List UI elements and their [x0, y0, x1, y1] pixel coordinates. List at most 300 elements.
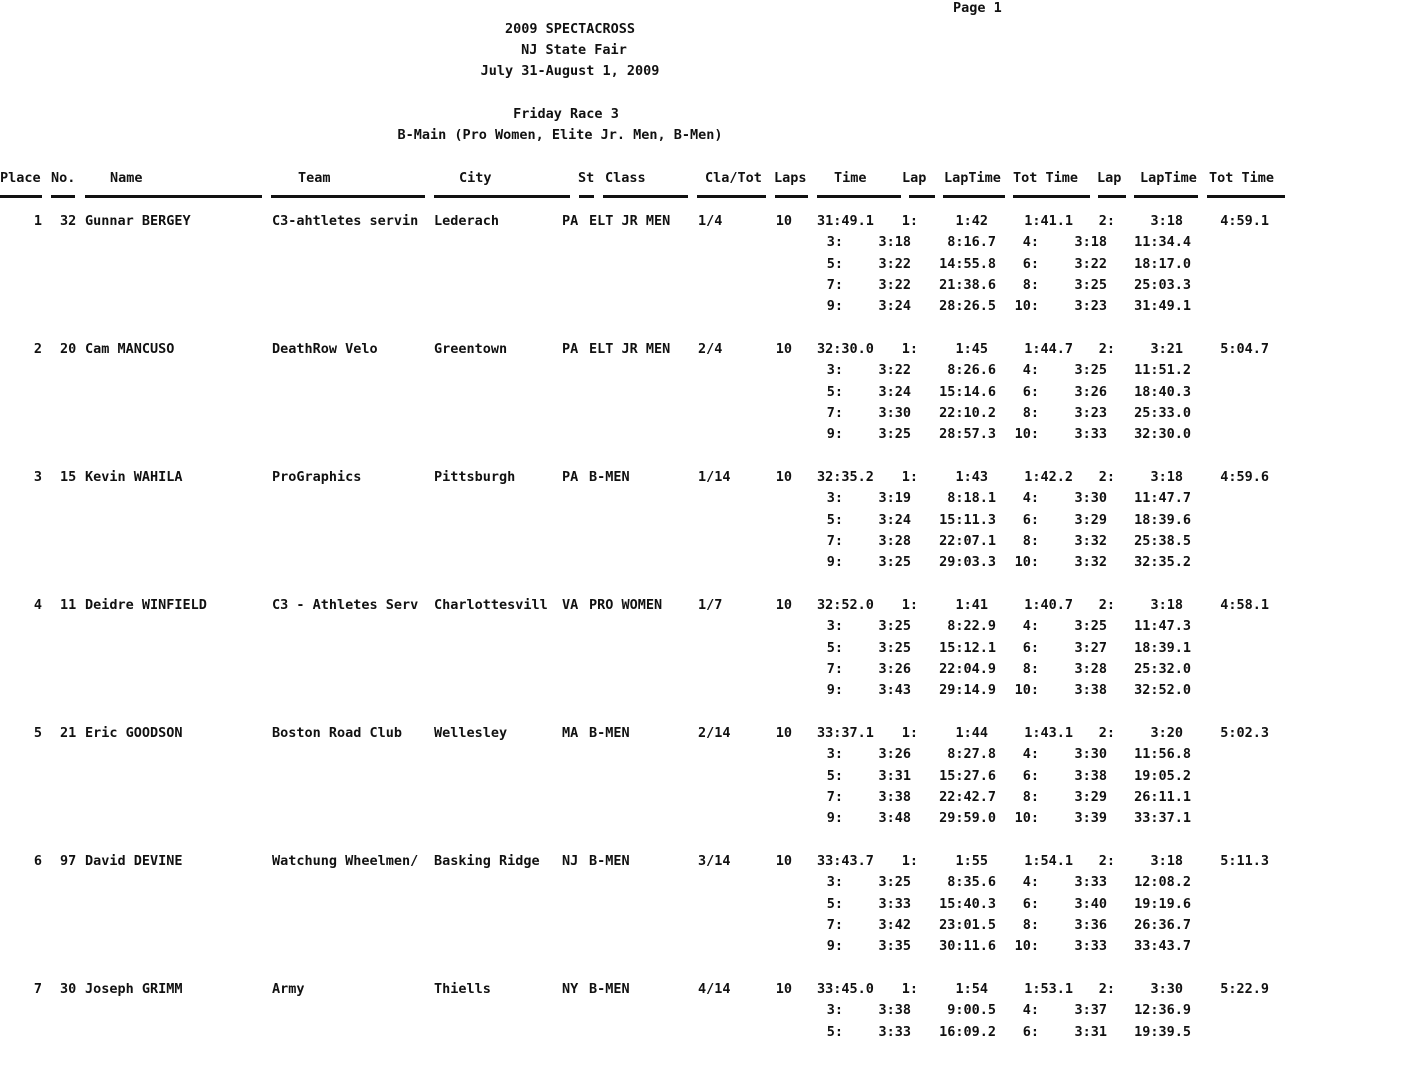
lap-number: 10:	[1014, 298, 1039, 315]
race-time: 32:52.0	[817, 597, 874, 613]
lap-number: 5:	[826, 383, 843, 400]
page-number: Page 1	[953, 0, 1002, 16]
place: 4	[33, 597, 42, 613]
team: C3 - Athletes Serv	[272, 597, 419, 613]
class-position: 1/14	[698, 469, 731, 485]
lap-time: 1:43	[955, 469, 988, 485]
lap-time: 3:29	[1074, 511, 1107, 528]
total-time: 23:01.5	[939, 916, 996, 933]
lap-time: 3:24	[878, 298, 911, 315]
total-time: 8:27.8	[947, 746, 996, 763]
total-time: 4:59.1	[1220, 213, 1269, 229]
results-title: 2009 SPECTACROSS	[504, 21, 636, 37]
total-time: 21:38.6	[939, 276, 996, 293]
total-time: 11:56.8	[1134, 746, 1191, 763]
total-time: 5:11.3	[1220, 853, 1269, 869]
lap-time: 1:41	[955, 597, 988, 613]
header-rule-segment	[51, 195, 75, 198]
col-team: Team	[298, 170, 331, 186]
total-time: 15:12.1	[939, 639, 996, 656]
col-laps: Laps	[774, 170, 807, 186]
team: C3-ahtletes servin	[272, 213, 419, 229]
place: 2	[33, 341, 42, 357]
lap-time: 3:27	[1074, 639, 1107, 656]
state: PA	[562, 213, 579, 229]
col-no: No.	[51, 170, 76, 186]
lap-number: 6:	[1022, 511, 1039, 528]
total-time: 11:47.3	[1134, 618, 1191, 635]
class-position: 3/14	[698, 853, 731, 869]
lap-number: 9:	[826, 426, 843, 443]
team: Watchung Wheelmen/	[272, 853, 419, 869]
lap-time: 3:20	[1150, 725, 1183, 741]
total-time: 28:57.3	[939, 426, 996, 443]
lap-number: 8:	[1022, 404, 1039, 421]
race-name: Friday Race 3	[513, 106, 619, 122]
city: Pittsburgh	[434, 469, 516, 485]
lap-time: 3:33	[878, 1023, 911, 1040]
lap-time: 3:29	[1074, 788, 1107, 805]
lap-number: 3:	[826, 618, 843, 635]
lap-time: 3:26	[878, 660, 911, 677]
total-time: 18:40.3	[1134, 383, 1191, 400]
venue: NJ State Fair	[521, 42, 627, 58]
lap-number: 4:	[1022, 490, 1039, 507]
lap-time: 3:38	[878, 1002, 911, 1019]
lap-time: 3:22	[878, 255, 911, 272]
lap-number: 4:	[1022, 362, 1039, 379]
class: B-MEN	[589, 725, 630, 741]
place: 5	[33, 725, 42, 741]
lap-number: 1:	[901, 341, 918, 357]
bib-number: 21	[60, 725, 77, 741]
lap-time: 3:26	[878, 746, 911, 763]
place: 1	[33, 213, 42, 229]
lap-number: 3:	[826, 874, 843, 891]
place: 7	[33, 981, 42, 997]
city: Wellesley	[434, 725, 508, 741]
lap-number: 6:	[1022, 383, 1039, 400]
total-time: 18:39.1	[1134, 639, 1191, 656]
total-time: 8:16.7	[947, 234, 996, 251]
lap-number: 5:	[826, 639, 843, 656]
bib-number: 97	[60, 853, 77, 869]
rider-name: Joseph GRIMM	[85, 981, 183, 997]
header-rule-segment	[271, 195, 425, 198]
lap-number: 1:	[901, 853, 918, 869]
lap-time: 3:25	[878, 554, 911, 571]
lap-time: 3:30	[1150, 981, 1183, 997]
lap-number: 4:	[1022, 1002, 1039, 1019]
lap-time: 3:25	[878, 618, 911, 635]
col-laptime2: LapTime	[1140, 170, 1197, 186]
lap-number: 2:	[1098, 469, 1115, 485]
lap-number: 6:	[1022, 767, 1039, 784]
lap-number: 3:	[826, 746, 843, 763]
lap-number: 8:	[1022, 660, 1039, 677]
lap-number: 10:	[1014, 682, 1039, 699]
total-time: 25:03.3	[1134, 276, 1191, 293]
total-time: 29:59.0	[939, 810, 996, 827]
race-time: 32:30.0	[817, 341, 874, 357]
lap-number: 4:	[1022, 746, 1039, 763]
lap-number: 3:	[826, 362, 843, 379]
total-time: 8:35.6	[947, 874, 996, 891]
total-time: 19:39.5	[1134, 1023, 1191, 1040]
lap-number: 2:	[1098, 853, 1115, 869]
lap-number: 8:	[1022, 788, 1039, 805]
total-time: 31:49.1	[1134, 298, 1191, 315]
lap-time: 3:22	[1074, 255, 1107, 272]
lap-time: 3:19	[878, 490, 911, 507]
race-category: B-Main (Pro Women, Elite Jr. Men, B-Men)	[397, 127, 723, 143]
race-time: 33:43.7	[817, 853, 874, 869]
city: Thiells	[434, 981, 491, 997]
team: Boston Road Club	[272, 725, 403, 741]
lap-number: 8:	[1022, 916, 1039, 933]
total-time: 18:17.0	[1134, 255, 1191, 272]
total-time: 4:59.6	[1220, 469, 1269, 485]
header-rule-segment	[1098, 195, 1126, 198]
lap-time: 3:31	[878, 767, 911, 784]
total-time: 12:36.9	[1134, 1002, 1191, 1019]
header-rule-segment	[697, 195, 766, 198]
lap-time: 3:33	[1074, 938, 1107, 955]
lap-time: 3:31	[1074, 1023, 1107, 1040]
total-time: 32:52.0	[1134, 682, 1191, 699]
lap-number: 9:	[826, 810, 843, 827]
lap-time: 3:32	[1074, 554, 1107, 571]
col-city: City	[459, 170, 492, 186]
lap-number: 5:	[826, 1023, 843, 1040]
lap-number: 1:	[901, 981, 918, 997]
race-time: 31:49.1	[817, 213, 874, 229]
lap-time: 3:18	[878, 234, 911, 251]
race-time: 32:35.2	[817, 469, 874, 485]
total-time: 19:05.2	[1134, 767, 1191, 784]
class-position: 4/14	[698, 981, 731, 997]
total-time: 11:51.2	[1134, 362, 1191, 379]
col-place: Place	[0, 170, 41, 186]
lap-time: 3:25	[1074, 276, 1107, 293]
total-time: 32:30.0	[1134, 426, 1191, 443]
class: ELT JR MEN	[589, 213, 671, 229]
team: ProGraphics	[272, 469, 362, 485]
lap-time: 3:30	[1074, 746, 1107, 763]
lap-number: 7:	[826, 276, 843, 293]
lap-time: 3:42	[878, 916, 911, 933]
lap-time: 1:55	[955, 853, 988, 869]
total-time: 1:43.1	[1024, 725, 1073, 741]
lap-time: 3:39	[1074, 810, 1107, 827]
place: 3	[33, 469, 42, 485]
header-rule-segment	[775, 195, 808, 198]
bib-number: 30	[60, 981, 77, 997]
state: NY	[562, 981, 579, 997]
lap-number: 2:	[1098, 725, 1115, 741]
lap-time: 3:38	[878, 788, 911, 805]
bib-number: 32	[60, 213, 77, 229]
total-time: 1:44.7	[1024, 341, 1073, 357]
lap-time: 3:18	[1150, 469, 1183, 485]
total-time: 26:11.1	[1134, 788, 1191, 805]
laps: 10	[775, 597, 792, 613]
col-tottime: Tot Time	[1013, 170, 1079, 186]
lap-time: 3:18	[1150, 213, 1183, 229]
total-time: 1:40.7	[1024, 597, 1073, 613]
class: B-MEN	[589, 981, 630, 997]
col-name: Name	[110, 170, 143, 186]
lap-number: 9:	[826, 554, 843, 571]
state: MA	[562, 725, 579, 741]
lap-number: 8:	[1022, 532, 1039, 549]
lap-time: 3:23	[1074, 298, 1107, 315]
lap-time: 3:33	[1074, 426, 1107, 443]
lap-time: 3:28	[1074, 660, 1107, 677]
bib-number: 20	[60, 341, 77, 357]
total-time: 15:11.3	[939, 511, 996, 528]
lap-number: 6:	[1022, 1023, 1039, 1040]
lap-time: 3:18	[1074, 234, 1107, 251]
total-time: 8:26.6	[947, 362, 996, 379]
class: B-MEN	[589, 469, 630, 485]
total-time: 15:27.6	[939, 767, 996, 784]
lap-time: 3:25	[1074, 362, 1107, 379]
lap-time: 1:45	[955, 341, 988, 357]
lap-number: 9:	[826, 682, 843, 699]
lap-number: 4:	[1022, 618, 1039, 635]
lap-time: 1:44	[955, 725, 988, 741]
lap-time: 3:25	[878, 426, 911, 443]
total-time: 25:32.0	[1134, 660, 1191, 677]
lap-time: 3:38	[1074, 767, 1107, 784]
lap-time: 3:33	[1074, 874, 1107, 891]
class: ELT JR MEN	[589, 341, 671, 357]
header-rule-segment	[434, 195, 570, 198]
total-time: 22:42.7	[939, 788, 996, 805]
header-rule-segment	[1013, 195, 1090, 198]
total-time: 1:53.1	[1024, 981, 1073, 997]
total-time: 19:19.6	[1134, 895, 1191, 912]
lap-time: 3:37	[1074, 1002, 1107, 1019]
total-time: 15:14.6	[939, 383, 996, 400]
lap-number: 10:	[1014, 810, 1039, 827]
rider-name: Deidre WINFIELD	[85, 597, 207, 613]
lap-time: 3:23	[1074, 404, 1107, 421]
lap-time: 3:33	[878, 895, 911, 912]
race-time: 33:45.0	[817, 981, 874, 997]
header-rule-segment	[943, 195, 1005, 198]
lap-number: 1:	[901, 213, 918, 229]
class-position: 1/7	[698, 597, 723, 613]
col-lap: Lap	[902, 170, 927, 186]
lap-time: 3:21	[1150, 341, 1183, 357]
total-time: 25:33.0	[1134, 404, 1191, 421]
lap-time: 1:42	[955, 213, 988, 229]
laps: 10	[775, 213, 792, 229]
rider-name: Kevin WAHILA	[85, 469, 183, 485]
laps: 10	[775, 981, 792, 997]
col-class: Class	[605, 170, 646, 186]
class-position: 2/14	[698, 725, 731, 741]
lap-number: 2:	[1098, 213, 1115, 229]
lap-time: 3:36	[1074, 916, 1107, 933]
total-time: 8:18.1	[947, 490, 996, 507]
lap-number: 6:	[1022, 895, 1039, 912]
state: NJ	[562, 853, 579, 869]
lap-number: 9:	[826, 938, 843, 955]
lap-time: 3:43	[878, 682, 911, 699]
total-time: 1:42.2	[1024, 469, 1073, 485]
laps: 10	[775, 853, 792, 869]
lap-time: 3:28	[878, 532, 911, 549]
total-time: 12:08.2	[1134, 874, 1191, 891]
class-position: 1/4	[698, 213, 723, 229]
rider-name: Cam MANCUSO	[85, 341, 175, 357]
total-time: 26:36.7	[1134, 916, 1191, 933]
total-time: 11:34.4	[1134, 234, 1191, 251]
lap-time: 3:48	[878, 810, 911, 827]
lap-time: 3:35	[878, 938, 911, 955]
rider-name: Gunnar BERGEY	[85, 213, 191, 229]
col-time: Time	[834, 170, 867, 186]
total-time: 4:58.1	[1220, 597, 1269, 613]
bib-number: 11	[60, 597, 77, 613]
lap-number: 4:	[1022, 874, 1039, 891]
header-rule-segment	[603, 195, 688, 198]
col-laptime: LapTime	[944, 170, 1001, 186]
lap-time: 3:30	[1074, 490, 1107, 507]
team: Army	[272, 981, 305, 997]
total-time: 8:22.9	[947, 618, 996, 635]
lap-number: 5:	[826, 255, 843, 272]
lap-time: 3:32	[1074, 532, 1107, 549]
lap-time: 3:25	[878, 639, 911, 656]
laps: 10	[775, 341, 792, 357]
total-time: 33:43.7	[1134, 938, 1191, 955]
total-time: 25:38.5	[1134, 532, 1191, 549]
col-st: St	[578, 170, 595, 186]
header-rule-segment	[1134, 195, 1198, 198]
city: Greentown	[434, 341, 508, 357]
total-time: 5:04.7	[1220, 341, 1269, 357]
city: Charlottesvill	[434, 597, 548, 613]
lap-number: 5:	[826, 895, 843, 912]
bib-number: 15	[60, 469, 77, 485]
lap-number: 6:	[1022, 255, 1039, 272]
total-time: 22:10.2	[939, 404, 996, 421]
header-rule-segment	[85, 195, 262, 198]
lap-number: 7:	[826, 788, 843, 805]
lap-time: 3:25	[1074, 618, 1107, 635]
lap-number: 7:	[826, 916, 843, 933]
total-time: 14:55.8	[939, 255, 996, 272]
header-rule-segment	[0, 195, 42, 198]
lap-time: 3:25	[878, 874, 911, 891]
lap-number: 10:	[1014, 554, 1039, 571]
total-time: 1:54.1	[1024, 853, 1073, 869]
total-time: 5:22.9	[1220, 981, 1269, 997]
lap-number: 8:	[1022, 276, 1039, 293]
lap-number: 3:	[826, 234, 843, 251]
lap-number: 4:	[1022, 234, 1039, 251]
col-tottime2: Tot Time	[1209, 170, 1275, 186]
header-rule-segment	[579, 195, 594, 198]
lap-number: 5:	[826, 767, 843, 784]
rider-name: David DEVINE	[85, 853, 183, 869]
total-time: 16:09.2	[939, 1023, 996, 1040]
header-rule-segment	[817, 195, 901, 198]
lap-time: 3:24	[878, 383, 911, 400]
lap-time: 3:30	[878, 404, 911, 421]
place: 6	[33, 853, 42, 869]
lap-time: 3:38	[1074, 682, 1107, 699]
col-clatot: Cla/Tot	[705, 170, 762, 186]
total-time: 32:35.2	[1134, 554, 1191, 571]
lap-number: 2:	[1098, 341, 1115, 357]
lap-number: 10:	[1014, 938, 1039, 955]
city: Lederach	[434, 213, 500, 229]
lap-number: 7:	[826, 404, 843, 421]
lap-number: 2:	[1098, 597, 1115, 613]
event-dates: July 31-August 1, 2009	[480, 63, 660, 79]
city: Basking Ridge	[434, 853, 540, 869]
race-time: 33:37.1	[817, 725, 874, 741]
laps: 10	[775, 469, 792, 485]
class: PRO WOMEN	[589, 597, 663, 613]
rider-name: Eric GOODSON	[85, 725, 183, 741]
total-time: 22:07.1	[939, 532, 996, 549]
total-time: 30:11.6	[939, 938, 996, 955]
total-time: 18:39.6	[1134, 511, 1191, 528]
total-time: 5:02.3	[1220, 725, 1269, 741]
lap-number: 3:	[826, 1002, 843, 1019]
lap-number: 3:	[826, 490, 843, 507]
team: DeathRow Velo	[272, 341, 378, 357]
lap-time: 3:18	[1150, 597, 1183, 613]
lap-number: 6:	[1022, 639, 1039, 656]
total-time: 1:41.1	[1024, 213, 1073, 229]
state: PA	[562, 341, 579, 357]
lap-number: 1:	[901, 597, 918, 613]
lap-number: 9:	[826, 298, 843, 315]
lap-number: 1:	[901, 725, 918, 741]
header-rule-segment	[1207, 195, 1285, 198]
lap-number: 10:	[1014, 426, 1039, 443]
total-time: 33:37.1	[1134, 810, 1191, 827]
lap-number: 7:	[826, 532, 843, 549]
lap-time: 3:40	[1074, 895, 1107, 912]
total-time: 15:40.3	[939, 895, 996, 912]
total-time: 28:26.5	[939, 298, 996, 315]
lap-number: 5:	[826, 511, 843, 528]
total-time: 22:04.9	[939, 660, 996, 677]
lap-time: 1:54	[955, 981, 988, 997]
lap-number: 2:	[1098, 981, 1115, 997]
laps: 10	[775, 725, 792, 741]
lap-time: 3:26	[1074, 383, 1107, 400]
state: PA	[562, 469, 579, 485]
lap-time: 3:22	[878, 276, 911, 293]
lap-time: 3:22	[878, 362, 911, 379]
total-time: 29:03.3	[939, 554, 996, 571]
lap-number: 7:	[826, 660, 843, 677]
lap-number: 1:	[901, 469, 918, 485]
total-time: 11:47.7	[1134, 490, 1191, 507]
total-time: 9:00.5	[947, 1002, 996, 1019]
lap-time: 3:18	[1150, 853, 1183, 869]
col-lap2: Lap	[1097, 170, 1122, 186]
